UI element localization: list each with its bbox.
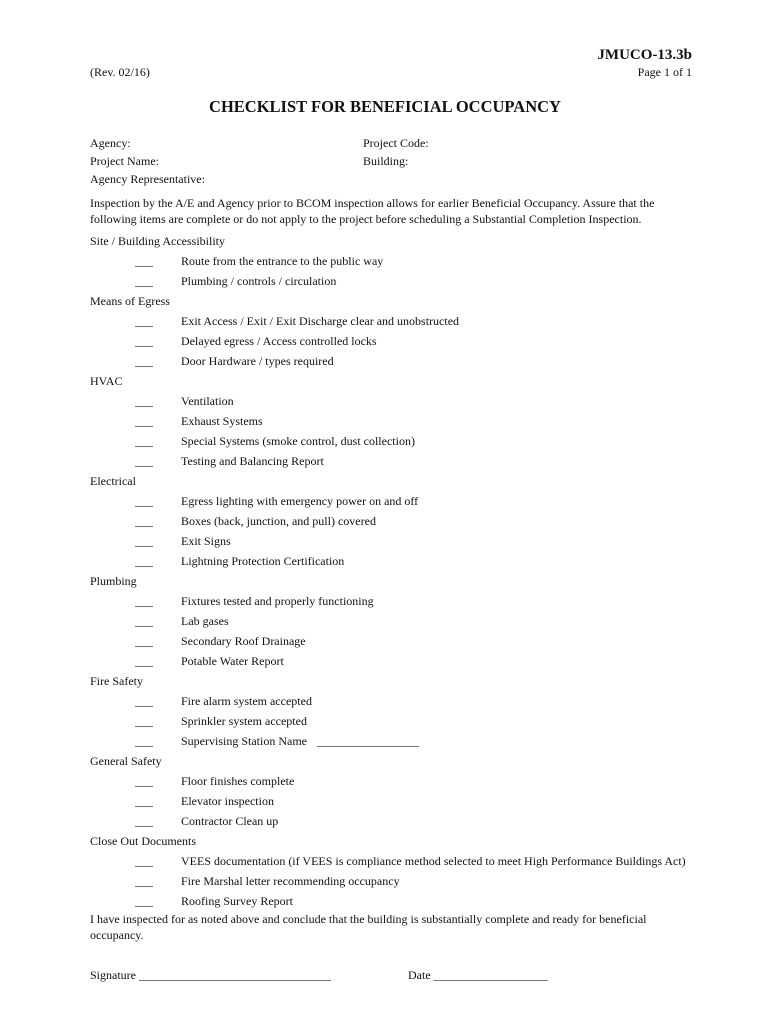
check-item-text: Supervising Station Name (181, 734, 307, 748)
checklist-item (90, 793, 730, 813)
document-title: CHECKLIST FOR BENEFICIAL OCCUPANCY (209, 97, 561, 116)
checklist-item (90, 693, 730, 713)
check-item-text: Roofing Survey Report (181, 894, 293, 908)
check-blank[interactable]: ___ (135, 534, 153, 548)
checklist-item (90, 873, 730, 893)
check-blank[interactable]: ___ (135, 314, 153, 328)
checklist-item (90, 493, 730, 513)
check-item-text: Secondary Roof Drainage (181, 634, 306, 648)
check-blank[interactable]: ___ (135, 334, 153, 348)
check-blank[interactable]: ___ (135, 734, 153, 748)
check-item-text: Testing and Balancing Report (181, 454, 324, 468)
check-item-label (181, 653, 284, 669)
check-item-label (181, 513, 376, 529)
check-item-text: Special Systems (smoke control, dust collection) (181, 434, 415, 448)
check-item-text: Fixtures tested and properly functioning (181, 594, 374, 608)
check-item-label (181, 773, 294, 789)
check-item-label (181, 853, 686, 869)
project-code-label: Project Code: (363, 136, 429, 150)
check-blank[interactable]: ___ (135, 694, 153, 708)
checklist-item (90, 613, 730, 633)
check-item-label (181, 693, 312, 709)
check-item-text: Potable Water Report (181, 654, 284, 668)
check-item-label (181, 313, 459, 329)
checklist-item (90, 733, 730, 753)
section-heading: General Safety (90, 754, 162, 768)
supervising-station-blank[interactable]: _________________ (317, 734, 419, 748)
project-code-field (363, 136, 429, 151)
check-blank[interactable]: ___ (135, 854, 153, 868)
check-item-label (181, 593, 374, 609)
closing-statement: I have inspected for as noted above and conclude that the building is substantially complete and ready for beneficial occupancy. (90, 912, 647, 942)
check-item-text: Lightning Protection Certification (181, 554, 345, 568)
checklist-item (90, 433, 730, 453)
page-number: Page 1 of 1 (637, 65, 692, 79)
date-line: Date ___________________ (408, 968, 548, 982)
checklist-item (90, 533, 730, 553)
check-blank[interactable]: ___ (135, 594, 153, 608)
check-item-label (181, 733, 419, 749)
section-heading: Electrical (90, 474, 136, 488)
section-heading: HVAC (90, 374, 123, 388)
check-blank[interactable]: ___ (135, 794, 153, 808)
check-item-label (181, 713, 307, 729)
check-item-text: Fire Marshal letter recommending occupancy (181, 874, 400, 888)
section-heading: Site / Building Accessibility (90, 234, 225, 248)
check-blank[interactable]: ___ (135, 774, 153, 788)
checklist-item (90, 413, 730, 433)
check-blank[interactable]: ___ (135, 714, 153, 728)
check-item-label (181, 553, 344, 569)
building-field: Building: (363, 154, 409, 168)
check-item-label (181, 493, 418, 509)
check-item-text: Contractor Clean up (181, 814, 279, 828)
checklist-item (90, 593, 730, 613)
check-item-label (181, 253, 383, 269)
checklist-item (90, 553, 730, 573)
check-item-text: Floor finishes complete (181, 774, 295, 788)
checklist-item (90, 813, 730, 833)
check-blank[interactable]: ___ (135, 614, 153, 628)
check-item-label (181, 413, 263, 429)
checklist-item (90, 313, 730, 333)
check-item-label (181, 453, 324, 469)
checklist-item (90, 773, 730, 793)
checklist-item (90, 893, 730, 913)
check-item-text: Elevator inspection (181, 794, 274, 808)
check-item-label (181, 533, 231, 549)
check-blank[interactable]: ___ (135, 894, 153, 908)
checklist (90, 233, 730, 913)
check-item-label (181, 613, 229, 629)
check-blank[interactable]: ___ (135, 814, 153, 828)
check-blank[interactable]: ___ (135, 654, 153, 668)
checklist-item (90, 393, 730, 413)
check-blank[interactable]: ___ (135, 414, 153, 428)
check-item-text: Door Hardware / types required (181, 354, 334, 368)
check-blank[interactable]: ___ (135, 494, 153, 508)
signature-line: Signature ________________________________ (90, 968, 331, 982)
agency-field: Agency: (90, 136, 131, 150)
check-item-label (181, 793, 274, 809)
checklist-item (90, 353, 730, 373)
intro-paragraph: Inspection by the A/E and Agency prior to BCOM inspection allows for earlier Beneficial Occupancy. Assure that the following items are complete or do not apply to the project before scheduling a Substantial Completion Inspection. (90, 196, 655, 226)
check-item-label (181, 813, 278, 829)
checklist-item (90, 653, 730, 673)
checklist-item (90, 333, 730, 353)
check-blank[interactable]: ___ (135, 514, 153, 528)
check-blank[interactable]: ___ (135, 454, 153, 468)
check-item-label (181, 273, 336, 289)
checklist-item (90, 633, 730, 653)
check-item-text: Ventilation (181, 394, 234, 408)
agency-representative-field: Agency Representative: (90, 172, 205, 186)
check-item-label (181, 633, 306, 649)
check-item-text: Lab gases (181, 614, 229, 628)
check-blank[interactable]: ___ (135, 434, 153, 448)
section-heading: Means of Egress (90, 294, 170, 308)
check-blank[interactable]: ___ (135, 254, 153, 268)
check-item-label (181, 353, 334, 369)
checklist-item (90, 513, 730, 533)
check-item-text: Delayed egress / Access controlled locks (181, 334, 377, 348)
project-name-field: Project Name: (90, 154, 159, 168)
check-blank[interactable]: ___ (135, 554, 153, 568)
check-item-text: VEES documentation (if VEES is compliance method selected to meet High Performance Buildings Act) (181, 854, 686, 868)
check-item-label (181, 333, 377, 349)
revision-date: (Rev. 02/16) (90, 65, 150, 79)
checklist-item (90, 273, 730, 293)
check-blank[interactable]: ___ (135, 634, 153, 648)
section-heading: Fire Safety (90, 674, 143, 688)
checklist-item (90, 853, 730, 873)
check-item-text: Sprinkler system accepted (181, 714, 307, 728)
check-item-label (181, 893, 293, 909)
check-item-text: Exhaust Systems (181, 414, 263, 428)
check-item-text: Exit Signs (181, 534, 231, 548)
check-item-label (181, 433, 415, 449)
check-blank[interactable]: ___ (135, 354, 153, 368)
check-blank[interactable]: ___ (135, 874, 153, 888)
form-code: JMUCO-13.3b (597, 47, 692, 63)
check-item-text: Plumbing / controls / circulation (181, 274, 337, 288)
check-item-text: Fire alarm system accepted (181, 694, 312, 708)
check-blank[interactable]: ___ (135, 394, 153, 408)
section-heading: Plumbing (90, 574, 137, 588)
check-item-text: Egress lighting with emergency power on and off (181, 494, 419, 508)
checklist-item (90, 253, 730, 273)
checklist-item (90, 453, 730, 473)
check-item-text: Route from the entrance to the public way (181, 254, 384, 268)
section-heading: Close Out Documents (90, 834, 196, 848)
checklist-item (90, 713, 730, 733)
check-item-label (181, 873, 400, 889)
check-item-text: Boxes (back, junction, and pull) covered (181, 514, 376, 528)
check-item-label (181, 393, 234, 409)
check-item-text: Exit Access / Exit / Exit Discharge clear and unobstructed (181, 314, 460, 328)
check-blank[interactable]: ___ (135, 274, 153, 288)
